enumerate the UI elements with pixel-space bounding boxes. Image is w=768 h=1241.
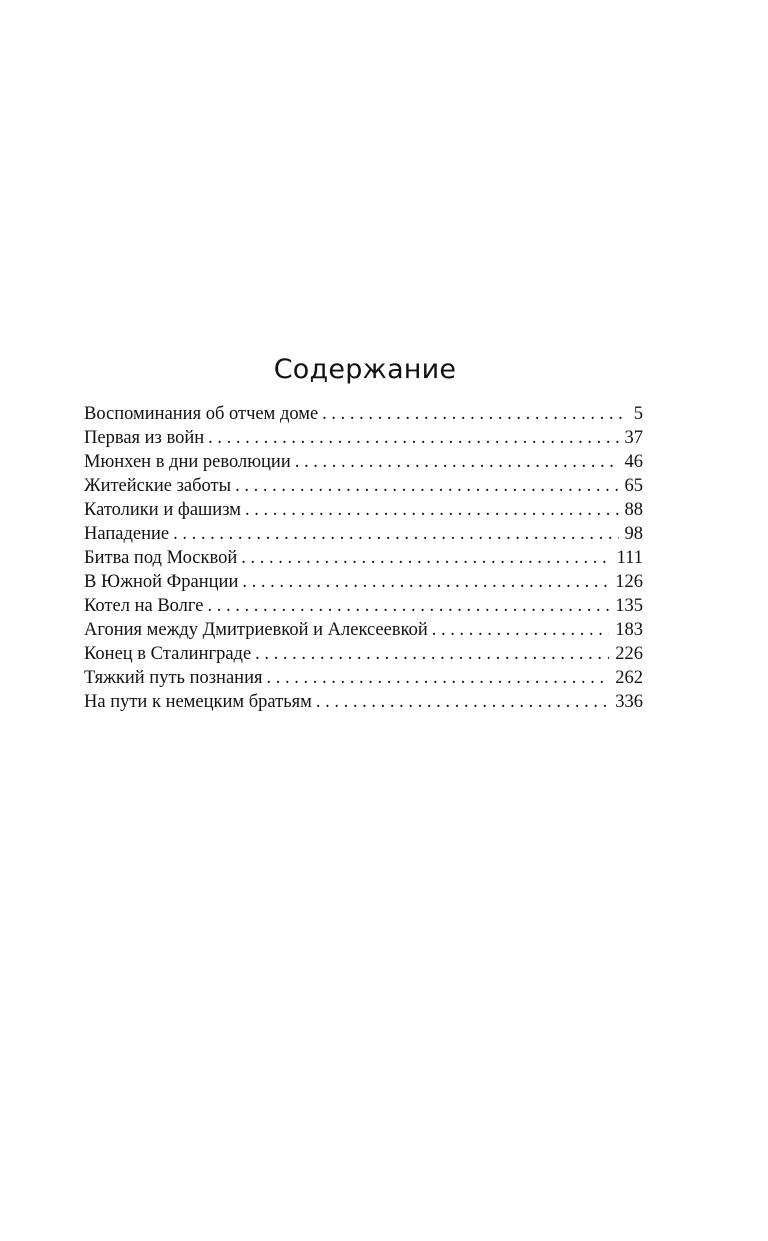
toc-entry-title: Житейские заботы bbox=[84, 476, 232, 496]
toc-entry bbox=[84, 498, 643, 522]
toc-entry bbox=[84, 426, 643, 450]
toc-entry bbox=[84, 522, 643, 546]
toc-entry-page: 226 bbox=[615, 644, 643, 664]
toc-entry-page: 5 bbox=[633, 404, 643, 424]
toc-entry-page: 336 bbox=[615, 692, 643, 712]
toc-list bbox=[84, 402, 643, 714]
toc-entry-title: Конец в Сталинграде bbox=[84, 644, 252, 664]
table-of-contents bbox=[84, 352, 643, 714]
toc-entry-title: Первая из войн bbox=[84, 428, 205, 448]
toc-entry-page: 111 bbox=[616, 548, 643, 568]
toc-entry-title: Воспоминания об отчем доме bbox=[84, 404, 319, 424]
toc-entry-title: В Южной Франции bbox=[84, 572, 239, 592]
dot-leader bbox=[266, 666, 609, 690]
toc-entry-page: 37 bbox=[624, 428, 643, 448]
dot-leader bbox=[295, 450, 619, 474]
toc-entry-title: Битва под Москвой bbox=[84, 548, 238, 568]
toc-entry-page: 65 bbox=[624, 476, 643, 496]
toc-entry-page: 262 bbox=[615, 668, 643, 688]
toc-entry-page: 98 bbox=[624, 524, 643, 544]
toc-entry bbox=[84, 402, 643, 426]
dot-leader bbox=[322, 402, 628, 426]
toc-entry bbox=[84, 594, 643, 618]
toc-entry bbox=[84, 570, 643, 594]
toc-entry-title: Агония между Дмитриевкой и Алексеевкой bbox=[84, 620, 428, 640]
dot-leader bbox=[241, 546, 610, 570]
toc-entry-page: 135 bbox=[615, 596, 643, 616]
toc-entry bbox=[84, 666, 643, 690]
dot-leader bbox=[207, 594, 609, 618]
toc-entry-page: 88 bbox=[624, 500, 643, 520]
toc-entry-title: Католики и фашизм bbox=[84, 500, 241, 520]
dot-leader bbox=[208, 426, 618, 450]
toc-entry bbox=[84, 642, 643, 666]
toc-entry-title: Нападение bbox=[84, 524, 170, 544]
dot-leader bbox=[245, 498, 619, 522]
toc-title: Содержание bbox=[273, 354, 457, 385]
toc-entry bbox=[84, 690, 643, 714]
dot-leader bbox=[242, 570, 609, 594]
toc-entry-page: 126 bbox=[615, 572, 643, 592]
toc-entry-page: 46 bbox=[624, 452, 643, 472]
dot-leader bbox=[432, 618, 609, 642]
dot-leader bbox=[255, 642, 609, 666]
dot-leader bbox=[235, 474, 618, 498]
toc-entry-title: Котел на Волге bbox=[84, 596, 204, 616]
toc-entry-title: Тяжкий путь познания bbox=[84, 668, 263, 688]
toc-entry-page: 183 bbox=[615, 620, 643, 640]
toc-entry bbox=[84, 618, 643, 642]
toc-entry bbox=[84, 474, 643, 498]
toc-entry bbox=[84, 546, 643, 570]
toc-entry-title: На пути к немецким братьям bbox=[84, 692, 312, 712]
dot-leader bbox=[316, 690, 609, 714]
toc-entry-title: Мюнхен в дни революции bbox=[84, 452, 291, 472]
dot-leader bbox=[173, 522, 618, 546]
toc-entry bbox=[84, 450, 643, 474]
